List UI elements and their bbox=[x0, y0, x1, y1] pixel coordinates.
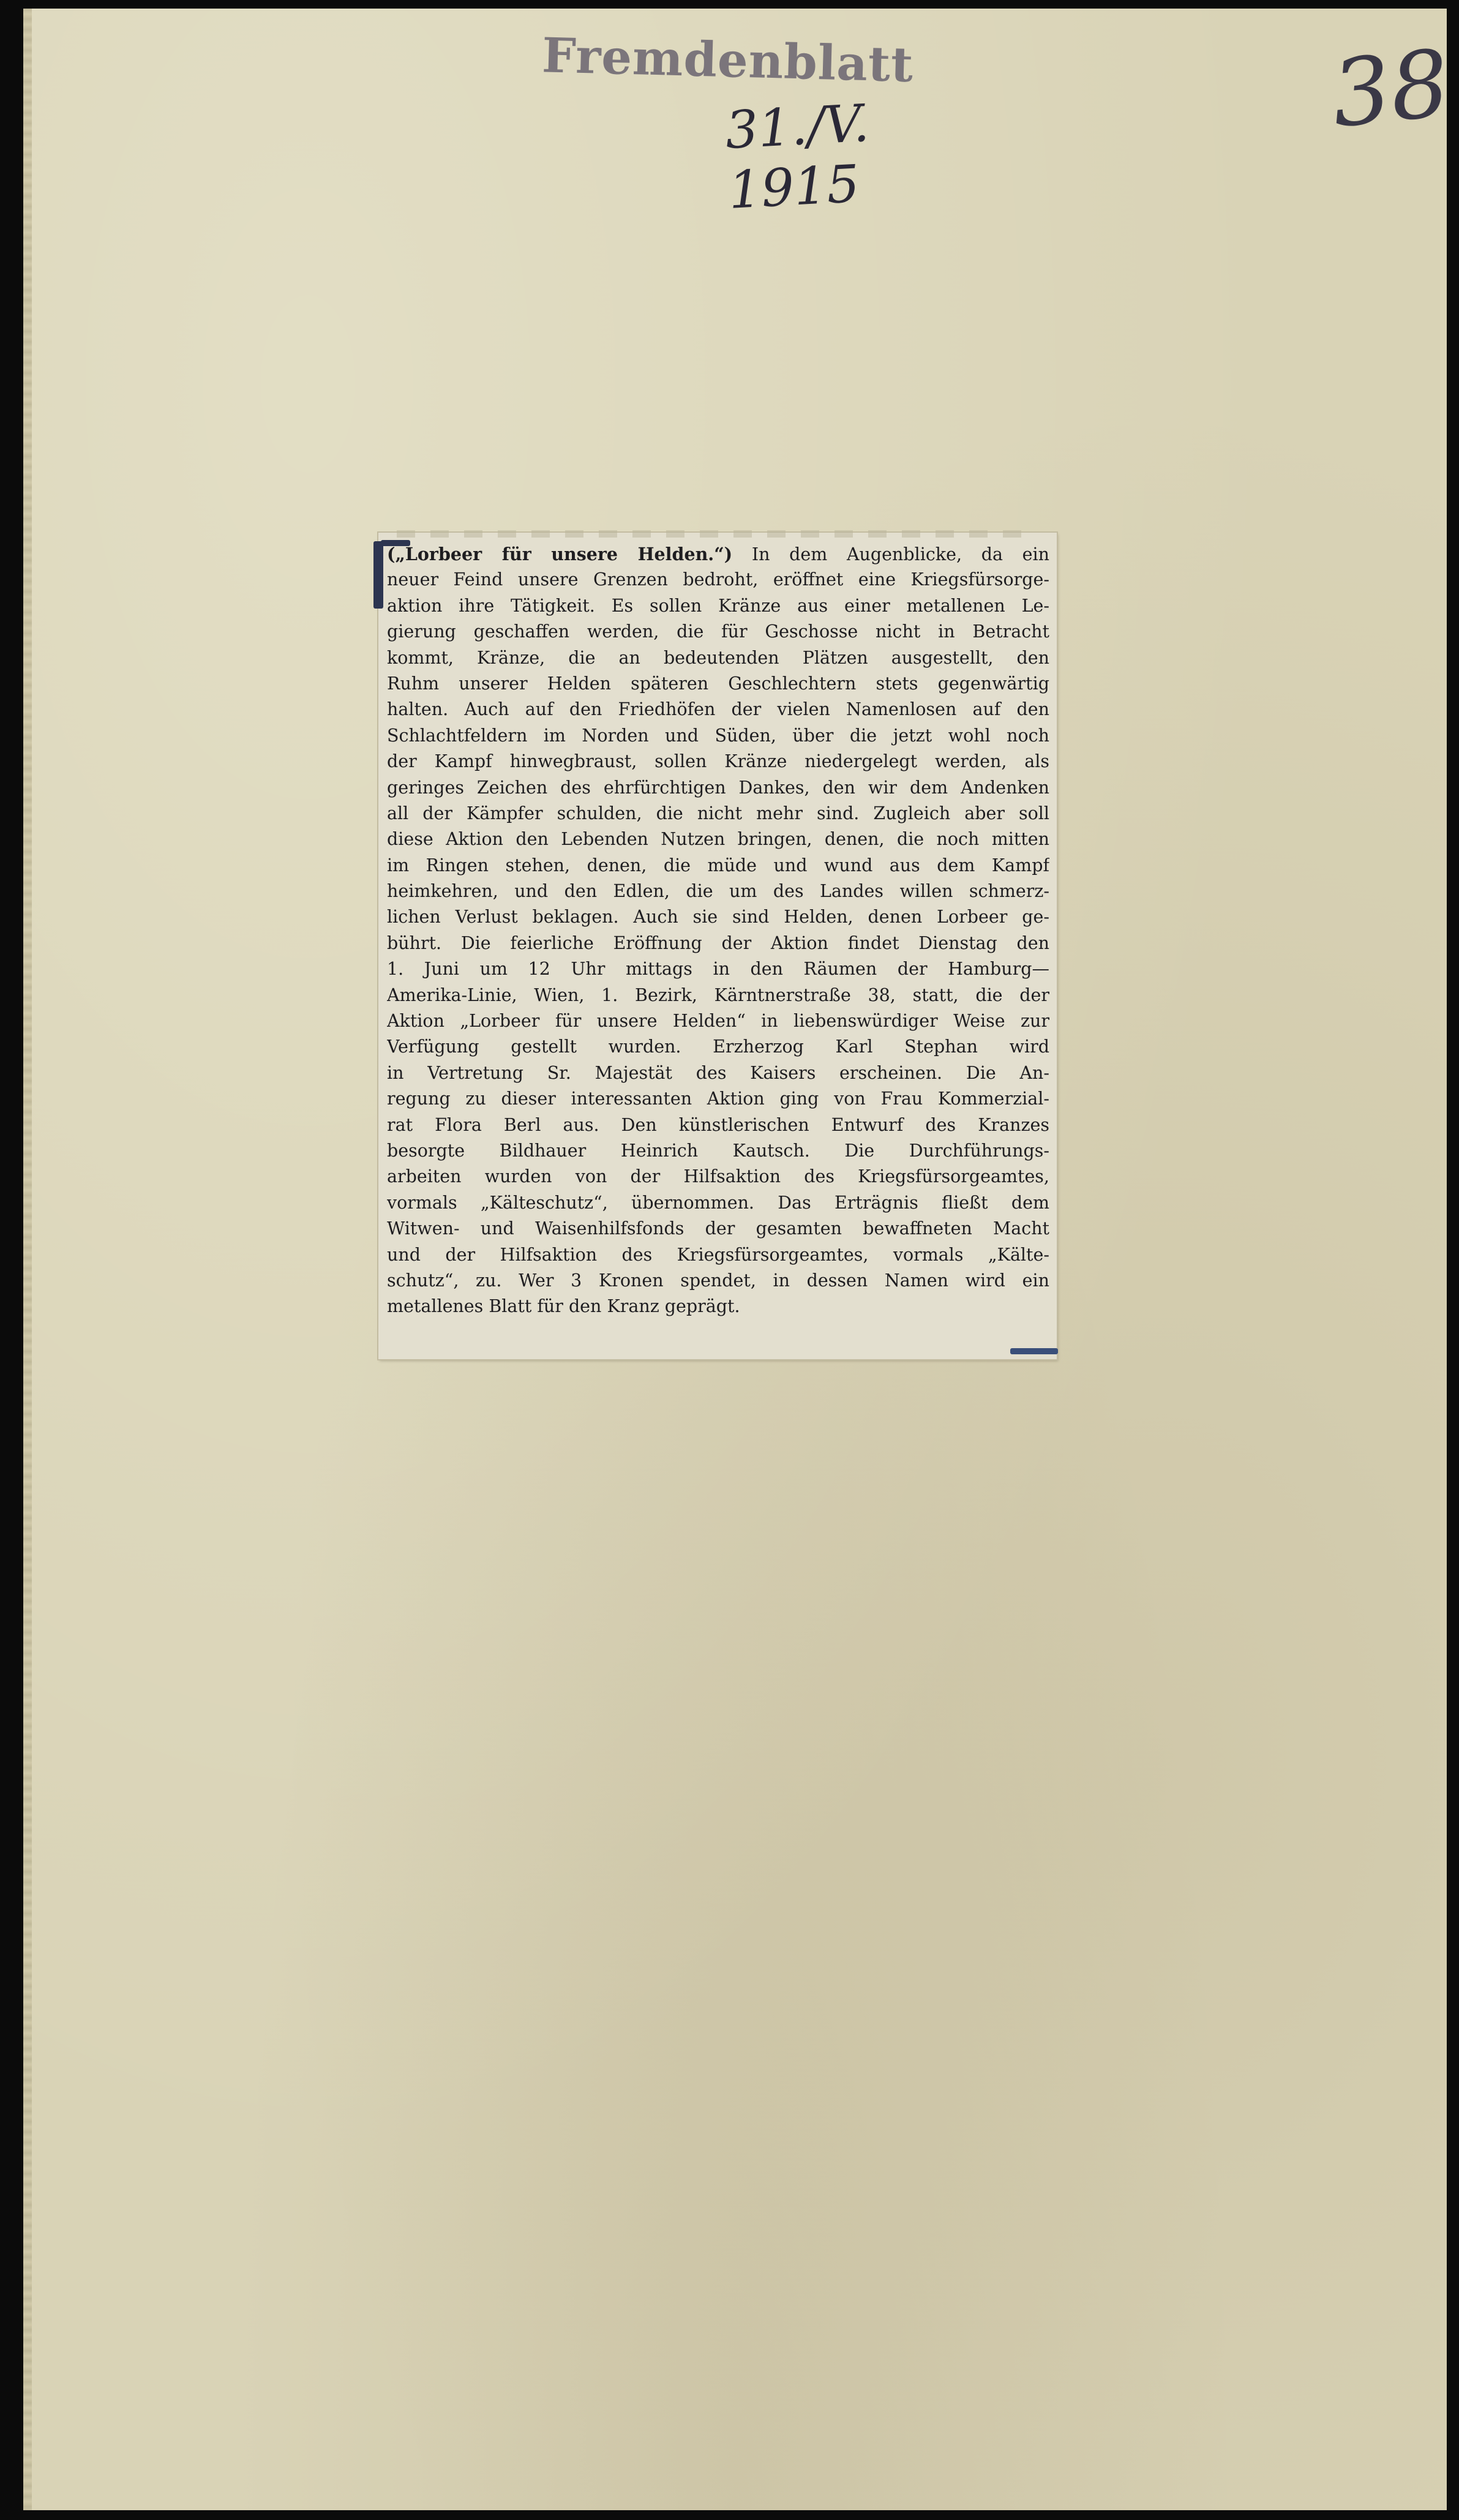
article-line: Aktion „Lorbeer für unsere Helden“ in liebenswürdiger Weise zur bbox=[387, 1011, 1049, 1032]
article-line: 1. Juni um 12 Uhr mittags in den Räumen der Hamburg— bbox=[387, 959, 1049, 980]
article-line: geringes Zeichen des ehrfürchtigen Dankes, den wir dem Andenken bbox=[387, 777, 1049, 798]
ink-mark-left bbox=[373, 541, 383, 609]
article-line: rat Flora Berl aus. Den künstlerischen Entwurf des Kranzes bbox=[387, 1114, 1049, 1135]
article-line: heimkehren, und den Edlen, die um des Landes willen schmerz- bbox=[387, 881, 1049, 902]
article-line: und der Hilfsaktion des Kriegsfürsorgeamtes, vormals „Kälte- bbox=[387, 1244, 1049, 1265]
sheet-torn-edge bbox=[23, 9, 32, 2510]
article-line: schutz“, zu. Wer 3 Kronen spendet, in dessen Namen wird ein bbox=[387, 1270, 1049, 1291]
article-line: im Ringen stehen, denen, die müde und wund aus dem Kampf bbox=[387, 855, 1049, 876]
folio-number: 38 bbox=[1327, 30, 1455, 149]
article-line: Schlachtfeldern im Norden und Süden, über die jetzt wohl noch bbox=[387, 725, 1049, 746]
article-line: aktion ihre Tätigkeit. Es sollen Kränze aus einer metallenen Le- bbox=[387, 595, 1049, 616]
article-line: Ruhm unserer Helden späteren Geschlechtern stets gegenwärtig bbox=[387, 673, 1049, 694]
article-title: („Lorbeer für unsere Helden.“) bbox=[387, 544, 733, 564]
article-line: bührt. Die feierliche Eröffnung der Aktion findet Dienstag den bbox=[387, 932, 1049, 953]
article-line: der Kampf hinwegbraust, sollen Kränze niedergelegt werden, als bbox=[387, 751, 1049, 772]
article-line: arbeiten wurden von der Hilfsaktion des Kriegsfürsorgeamtes, bbox=[387, 1166, 1049, 1187]
ink-mark-bottom bbox=[1010, 1348, 1058, 1354]
newspaper-stamp: Fremdenblatt bbox=[541, 28, 915, 94]
article-line: kommt, Kränze, die an bedeutenden Plätzen ausgestellt, den bbox=[387, 647, 1049, 668]
handwritten-date: 31./V. 1915 bbox=[724, 92, 871, 220]
article-line: Witwen- und Waisenhilfsfonds der gesamten bewaffneten Macht bbox=[387, 1218, 1049, 1239]
article-line: diese Aktion den Lebenden Nutzen bringen, denen, die noch mitten bbox=[387, 829, 1049, 850]
article-line: all der Kämpfer schulden, die nicht mehr sind. Zugleich aber soll bbox=[387, 803, 1049, 823]
article-line: halten. Auch auf den Friedhöfen der vielen Namenlosen auf den bbox=[387, 699, 1049, 720]
article-line: Amerika-Linie, Wien, 1. Bezirk, Kärntnerstraße 38, statt, die der bbox=[387, 984, 1049, 1005]
article-line: besorgte Bildhauer Heinrich Kautsch. Die Durchführungs- bbox=[387, 1140, 1049, 1161]
clipping-top-residue bbox=[397, 530, 1033, 538]
article-line: („Lorbeer für unsere Helden.“) In dem Augenblicke, da ein bbox=[387, 544, 1049, 564]
article-line: in Vertretung Sr. Majestät des Kaisers erscheinen. Die An- bbox=[387, 1062, 1049, 1083]
article-line: lichen Verlust beklagen. Auch sie sind Helden, denen Lorbeer ge- bbox=[387, 907, 1049, 928]
article-line: regung zu dieser interessanten Aktion ging von Frau Kommerzial- bbox=[387, 1089, 1049, 1109]
article-body bbox=[387, 541, 1049, 1320]
article-line: neuer Feind unsere Grenzen bedroht, eröffnet eine Kriegsfürsorge- bbox=[387, 569, 1049, 590]
newspaper-clipping bbox=[378, 533, 1057, 1359]
article-line: metallenes Blatt für den Kranz geprägt. bbox=[387, 1296, 740, 1317]
article-line: Verfügung gestellt wurden. Erzherzog Karl Stephan wird bbox=[387, 1037, 1049, 1057]
article-line: vormals „Kälteschutz“, übernommen. Das Erträgnis fließt dem bbox=[387, 1192, 1049, 1213]
article-line: gierung geschaffen werden, die für Geschosse nicht in Betracht bbox=[387, 621, 1049, 642]
